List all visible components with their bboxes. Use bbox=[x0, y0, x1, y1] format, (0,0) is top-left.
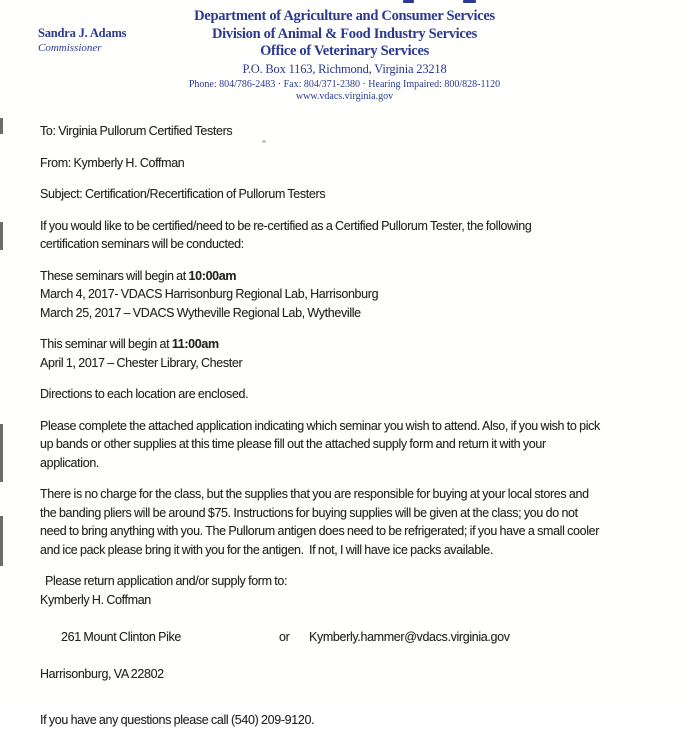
paragraph-line: and ice pack please bring it with you for the antigen. If not, I will have ice packs available. bbox=[40, 542, 494, 557]
office-name: Office of Veterinary Services bbox=[260, 43, 429, 59]
paragraph-line: up bands or other supplies at this time please fill out the attached supply form and return it with your bbox=[40, 437, 546, 451]
seminar-item: March 25, 2017 – VDACS Wytheville Regional Lab, Wytheville bbox=[40, 305, 361, 320]
return-heading: Please return application and/or supply form to: bbox=[45, 574, 288, 588]
seminar-item: March 4, 2017- VDACS Harrisonburg Regional Lab, Harrisonburg bbox=[40, 287, 379, 301]
return-street: 261 Mount Clinton Pike bbox=[60, 629, 182, 644]
scan-edge-artifact bbox=[0, 222, 3, 250]
paragraph-line: need to bring anything with you. The Pullorum antigen does need to be refrigerated; if you have a small cooler bbox=[40, 524, 600, 538]
cost-paragraph bbox=[40, 485, 685, 559]
email-address: Kymberly.hammer@vdacs.virginia.gov bbox=[308, 629, 510, 644]
or-word: or bbox=[278, 629, 290, 644]
seminar-time-lead: These seminars will begin at bbox=[40, 268, 189, 283]
paragraph-line: the banding pliers will be around $75. Instructions for buying supplies will be given at the class; you do not bbox=[40, 505, 578, 520]
commissioner-name: Sandra J. Adams bbox=[38, 26, 127, 40]
scan-edge-artifact bbox=[0, 118, 3, 134]
commissioner-block bbox=[38, 26, 126, 55]
seminar-time-bold: 10:00am bbox=[188, 268, 237, 283]
paragraph-line: There is no charge for the class, but the supplies that you are responsible for buying at your local stores and bbox=[40, 487, 589, 501]
department-name: Department of Agriculture and Consumer Services bbox=[194, 8, 495, 24]
questions-line: If you have any questions please call (540) 209-9120. bbox=[40, 713, 315, 727]
seminar-time-line bbox=[40, 267, 685, 286]
seminar-time-line bbox=[40, 335, 685, 354]
contact-numbers: Phone: 804/786-2483 · Fax: 804/371-2380 · Hearing Impaired: 800/828-1120 bbox=[188, 78, 501, 90]
scan-edge-artifact bbox=[0, 516, 3, 566]
return-street-email-line bbox=[40, 609, 685, 665]
paragraph-line: application. bbox=[40, 455, 100, 470]
commissioner-title: Commissioner bbox=[38, 42, 102, 54]
subject-line: Subject: Certification/Recertification of Pullorum Testers bbox=[40, 187, 326, 201]
seminar-time-bold: 11:00am bbox=[171, 337, 219, 351]
return-city: Harrisonburg, VA 22802 bbox=[40, 666, 164, 681]
application-paragraph bbox=[40, 417, 685, 473]
scan-edge-artifact bbox=[0, 424, 3, 482]
po-box-address: P.O. Box 1163, Richmond, Virginia 23218 bbox=[242, 61, 447, 76]
seminars-10am-block bbox=[40, 267, 685, 323]
letterhead bbox=[0, 0, 689, 104]
paragraph-line: If you would like to be certified/need to be re-certified as a Certified Pullorum Tester, the following bbox=[40, 218, 532, 233]
return-address-block bbox=[40, 572, 685, 683]
to-line: To: Virginia Pullorum Certified Testers bbox=[40, 124, 233, 138]
division-name: Division of Animal & Food Industry Services bbox=[211, 25, 478, 42]
seminar-time-lead: This seminar will begin at bbox=[40, 337, 172, 351]
intro-paragraph bbox=[40, 217, 685, 254]
paragraph-line: certification seminars will be conducted: bbox=[40, 237, 244, 251]
paragraph-line: Please complete the attached application indicating which seminar you wish to attend. Also, if you wish to pick bbox=[40, 418, 600, 433]
scan-speck-artifact bbox=[262, 140, 266, 143]
from-line: From: Kymberly H. Coffman bbox=[40, 155, 185, 170]
website-url: www.vdacs.virginia.gov bbox=[295, 90, 394, 102]
directions-line: Directions to each location are enclosed. bbox=[40, 387, 249, 401]
seminar-11am-block bbox=[40, 335, 685, 372]
letter-body bbox=[40, 122, 685, 730]
seminar-item: April 1, 2017 – Chester Library, Chester bbox=[40, 355, 243, 370]
return-contact-name: Kymberly H. Coffman bbox=[40, 592, 151, 607]
